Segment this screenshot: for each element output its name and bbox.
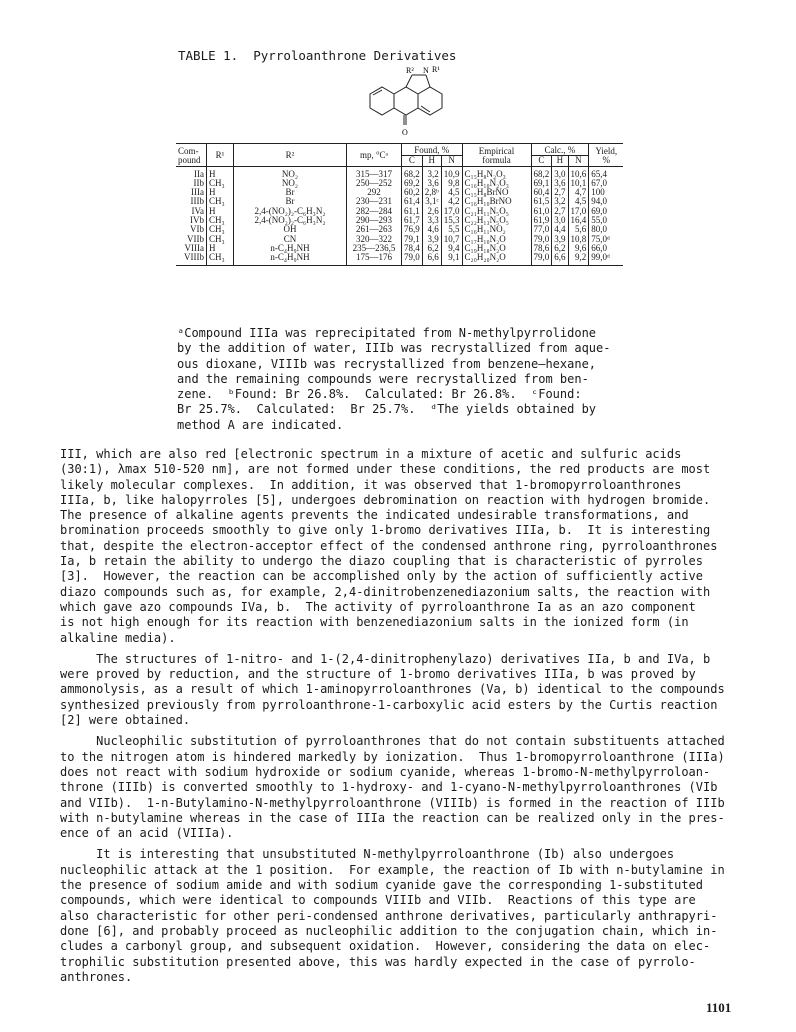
cell-found-n: 17,0 <box>441 207 462 216</box>
cell-found-c: 79,0 <box>402 253 423 265</box>
cell-calc-c: 78,6 <box>531 244 552 253</box>
col-found-h: H <box>422 156 441 166</box>
cell-compound: IIa <box>194 168 204 179</box>
cell-calc-n: 4,5 <box>568 197 589 206</box>
cell-found-c: 61,4 <box>402 197 423 206</box>
cell-yield: 55,0 <box>589 216 624 225</box>
col-r1: R¹ <box>207 144 234 167</box>
cell-found-h: 6,2 <box>422 244 441 253</box>
cell-found-c: 68,2 <box>402 166 423 179</box>
cell-calc-n: 16,4 <box>568 216 589 225</box>
cell-formula: C₁₇H₁₀N₂O <box>462 235 531 244</box>
cell-found-n: 9,1 <box>441 253 462 265</box>
cell-r1: CH₃ <box>207 253 234 265</box>
cell-compound: IVa <box>191 205 204 216</box>
cell-found-c: 76,9 <box>402 225 423 234</box>
paragraph: Nucleophilic substitution of pyrroloanthrones that do not contain substituents attached to the nitrogen atom is hindered markedly by ionization. Thus 1-bromopyrroloanthrone (IIIa) does not react with sodium hydroxide or sodium cyanide, whereas 1-bromo-N-methylpyrroloan- throne (IIIb) is converted smoothly to 1-hydroxy- and 1-cyano-N-methylpyrroloanthrones (VIb and VIIb). 1-n-Butylamino-N-methylpyrroloanthrone (VIIIb) is formed in the reaction of IIIb with n-butylamine whereas in the case of IIIa the reaction can be realized only in the pres- ence of an acid (VIIIa). <box>60 734 725 841</box>
cell-yield: 99,0ᵈ <box>589 253 624 265</box>
cell-calc-h: 3,2 <box>552 197 568 206</box>
footnotes-text: ᵃCompound IIIa was reprecipitated from N-methylpyrrolidone by the addition of water, IIIb was recrystallized from aque- ous dioxane, VIIIb was recrystallized from benzene—hexane, and the remaining compounds were recrystallized from ben- zene. ᵇFound: Br 26.8%. Calculated: Br 26.8%. ᶜFound: Br 25.7%. Calculated: Br 25.7%. ᵈThe yields obtained by method A are indicated. <box>177 326 611 432</box>
cell-found-c: 69,2 <box>402 179 423 188</box>
cell-mp: 235—236,5 <box>347 244 402 253</box>
paragraph: III, which are also red [electronic spectrum in a mixture of acetic and sulfuric acids (30:1), λmax 510-520 nm], are not formed under these conditions, the red products are most likely molecular complexes. In addition, it was observed that 1-bromopyrroloanthrones IIIa, b, like halopyrroles [5], undergoes debromination on reaction with hydrogen bromide. The presence of alkaline agents prevents the indicated undesirable transformations, and bromination proceeds smoothly to give only 1-bromo derivatives IIIa, b. It is interesting that, despite the electron-acceptor effect of the condensed anthrone ring, pyrroloanthrones Ia, b retain the ability to undergo the diazo coupling that is characteristic of pyrroles [3]. However, the reaction can be accomplished only by the action of sufficiently active diazo compounds such as, for example, 2,4-dinitrobenzenediazonium salts, the reaction with which gave azo compounds IVa, b. The activity of pyrroloanthrone Ia as an azo component is not high enough for its reaction with benzenediazonium salts in the ionized form (in alkaline media). <box>60 447 718 645</box>
cell-calc-n: 10,1 <box>568 179 589 188</box>
cell-r2: Br <box>234 188 347 197</box>
cell-found-n: 10,7 <box>441 235 462 244</box>
cell-calc-h: 3,0 <box>552 216 568 225</box>
cell-found-n: 9,8 <box>441 179 462 188</box>
cell-found-h: 3,9 <box>422 235 441 244</box>
cell-r1: H <box>207 207 234 216</box>
cell-formula: C₂₀H₂₀N₂O <box>462 253 531 265</box>
cell-found-n: 4,5 <box>441 188 462 197</box>
cell-mp: 315—317 <box>347 166 402 179</box>
cell-yield: 65,4 <box>589 166 624 179</box>
cell-calc-n: 5,6 <box>568 225 589 234</box>
cell-r2: CN <box>234 235 347 244</box>
cell-r2: NO₂ <box>234 166 347 179</box>
r2-label: R² <box>406 66 414 75</box>
cell-found-n: 15,3 <box>441 216 462 225</box>
table-row <box>176 253 623 265</box>
cell-found-c: 60,2 <box>402 188 423 197</box>
cell-calc-c: 79,0 <box>531 235 552 244</box>
col-calc-n: N <box>568 156 589 166</box>
cell-calc-n: 4,7 <box>568 188 589 197</box>
paragraph: The structures of 1-nitro- and 1-(2,4-dinitrophenylazo) derivatives IIa, b and IVa, b were proved by reduction, and the structure of 1-bromo derivatives IIIa, b was proved by ammonolysis, as a result of which 1-aminopyrroloanthrones (Va, b) identical to the compounds synthesized previously from pyrroloanthrone-1-carboxylic acid esters by the Curtis reaction [2] were obtained. <box>60 651 725 728</box>
cell-compound: IIb <box>193 177 204 188</box>
cell-calc-n: 10,6 <box>568 166 589 179</box>
cell-found-c: 61,1 <box>402 207 423 216</box>
col-found-n: N <box>441 156 462 166</box>
cell-r2: 2,4-(NO₂)₂-C₆H₃N₂ <box>234 207 347 216</box>
nitrogen-label: N <box>423 66 429 75</box>
cell-found-h: 6,6 <box>422 253 441 265</box>
cell-found-h: 3,1ᶜ <box>422 197 441 206</box>
cell-r1: CH₃ <box>207 225 234 234</box>
cell-r2: Br <box>234 197 347 206</box>
cell-formula: C₁₅H₈N₂O₃ <box>462 166 531 179</box>
table-row <box>176 166 623 179</box>
cell-mp: 292 <box>347 188 402 197</box>
cell-calc-h: 3,0 <box>552 166 568 179</box>
cell-found-c: 61,7 <box>402 216 423 225</box>
col-mp: mp, °Cᵃ <box>347 144 402 167</box>
cell-mp: 320—322 <box>347 235 402 244</box>
cell-r1: H <box>207 244 234 253</box>
cell-compound: VIb <box>190 224 204 235</box>
cell-r2: NO₂ <box>234 179 347 188</box>
cell-found-n: 5,5 <box>441 225 462 234</box>
cell-calc-c: 68,2 <box>531 166 552 179</box>
table-title: TABLE 1. Pyrroloanthrone Derivatives <box>178 48 457 63</box>
cell-r1: CH₃ <box>207 235 234 244</box>
cell-r1: H <box>207 166 234 179</box>
cell-calc-n: 9,2 <box>568 253 589 265</box>
cell-yield: 69,0 <box>589 207 624 216</box>
cell-calc-h: 2,7 <box>552 188 568 197</box>
cell-r2: n-C₄H₉NH <box>234 253 347 265</box>
cell-calc-h: 6,6 <box>552 253 568 265</box>
col-calc-h: H <box>552 156 568 166</box>
cell-found-n: 4,2 <box>441 197 462 206</box>
cell-calc-c: 60,4 <box>531 188 552 197</box>
cell-formula: C₂₁H₁₁N₅O₅ <box>462 207 531 216</box>
cell-calc-c: 79,0 <box>531 253 552 265</box>
cell-yield: 94,0 <box>589 197 624 206</box>
cell-compound: VIIIb <box>176 253 207 265</box>
cell-mp: 261—263 <box>347 225 402 234</box>
body-text <box>60 447 750 991</box>
cell-calc-c: 61,0 <box>531 207 552 216</box>
col-compound: Com- pound <box>176 144 207 167</box>
cell-compound: IIIb <box>190 196 204 207</box>
cell-found-h: 3,6 <box>422 179 441 188</box>
cell-found-h: 2,6 <box>422 207 441 216</box>
cell-calc-c: 77,0 <box>531 225 552 234</box>
cell-found-n: 10,9 <box>441 166 462 179</box>
cell-yield: 75,0ᵈ <box>589 235 624 244</box>
cell-yield: 80,0 <box>589 225 624 234</box>
cell-mp: 250—252 <box>347 179 402 188</box>
cell-r1: H <box>207 188 234 197</box>
cell-calc-h: 3,6 <box>552 179 568 188</box>
derivatives-table <box>176 143 623 266</box>
table-footnotes <box>177 326 737 433</box>
cell-mp: 282—284 <box>347 207 402 216</box>
col-calc-c: C <box>531 156 552 166</box>
cell-calc-h: 4,4 <box>552 225 568 234</box>
col-found: Found, % <box>402 144 463 156</box>
cell-calc-n: 9,6 <box>568 244 589 253</box>
cell-r1: CH₃ <box>207 197 234 206</box>
cell-compound: IIIa <box>191 187 204 198</box>
cell-calc-h: 2,7 <box>552 207 568 216</box>
cell-found-c: 78,4 <box>402 244 423 253</box>
page-number: 1101 <box>706 1000 732 1015</box>
cell-calc-n: 10,8 <box>568 235 589 244</box>
cell-yield: 66,0 <box>589 244 624 253</box>
col-calc: Calc., % <box>531 144 589 156</box>
cell-calc-c: 61,5 <box>531 197 552 206</box>
cell-r2: n-C₄H₉NH <box>234 244 347 253</box>
cell-r1: CH₃ <box>207 179 234 188</box>
cell-compound: VIIb <box>187 233 204 244</box>
col-yield: Yield, % <box>589 144 624 167</box>
r1-label: R¹ <box>432 65 440 74</box>
cell-formula: C₁₆H₁₀N₂O₃ <box>462 179 531 188</box>
cell-yield: 67,0 <box>589 179 624 188</box>
cell-calc-c: 61,9 <box>531 216 552 225</box>
cell-formula: C₁₉H₁₈N₂O <box>462 244 531 253</box>
cell-formula: C₂₂H₁₃N₅O₅ <box>462 216 531 225</box>
col-found-c: C <box>402 156 423 166</box>
cell-calc-h: 3,9 <box>552 235 568 244</box>
cell-calc-n: 17,0 <box>568 207 589 216</box>
cell-mp: 230—231 <box>347 197 402 206</box>
paragraph: It is interesting that unsubstituted N-methylpyrroloanthrone (Ib) also undergoes nucleophilic attack at the 1 position. For example, the reaction of Ib with n-butylamine in the presence of sodium amide and with sodium cyanide gave the corresponding 1-substituted compounds, which were identical to compounds VIIIb and VIIb. Reactions of this type are also characteristic for other peri-condensed anthrone derivatives, particularly anthrapyri- done [6], and probably proceed as nucleophilic addition to the conjugation chain, which in- cludes a carbonyl group, and subsequent oxidation. However, considering the data on elec- trophilic substitution presented above, this was hardly expected in the case of pyrrolo- anthrones. <box>60 847 725 984</box>
cell-mp: 290—293 <box>347 216 402 225</box>
cell-r2: 2,4-(NO₂)₂-C₆H₃N₂ <box>234 216 347 225</box>
cell-found-h: 2,8ᵇ <box>422 188 441 197</box>
cell-found-c: 79,1 <box>402 235 423 244</box>
cell-mp: 175—176 <box>347 253 402 265</box>
cell-found-h: 4,6 <box>422 225 441 234</box>
oxygen-label: O <box>402 128 408 137</box>
cell-formula: C₁₆H₁₁NO₂ <box>462 225 531 234</box>
cell-calc-h: 6,2 <box>552 244 568 253</box>
cell-found-n: 9,4 <box>441 244 462 253</box>
col-r2: R² <box>234 144 347 167</box>
cell-yield: 100 <box>589 188 624 197</box>
cell-compound: IVb <box>190 215 204 226</box>
cell-r1: CH₃ <box>207 216 234 225</box>
cell-formula: C₁₆H₁₀BrNO <box>462 197 531 206</box>
cell-r2: OH <box>234 225 347 234</box>
pyrroloanthrone-structure-image <box>360 62 470 140</box>
cell-calc-c: 69,1 <box>531 179 552 188</box>
cell-compound: VIIIa <box>184 242 204 253</box>
cell-found-h: 3,2 <box>422 166 441 179</box>
col-empirical: Empirical formula <box>462 144 531 167</box>
cell-formula: C₁₅H₈BrNO <box>462 188 531 197</box>
cell-found-h: 3,3 <box>422 216 441 225</box>
